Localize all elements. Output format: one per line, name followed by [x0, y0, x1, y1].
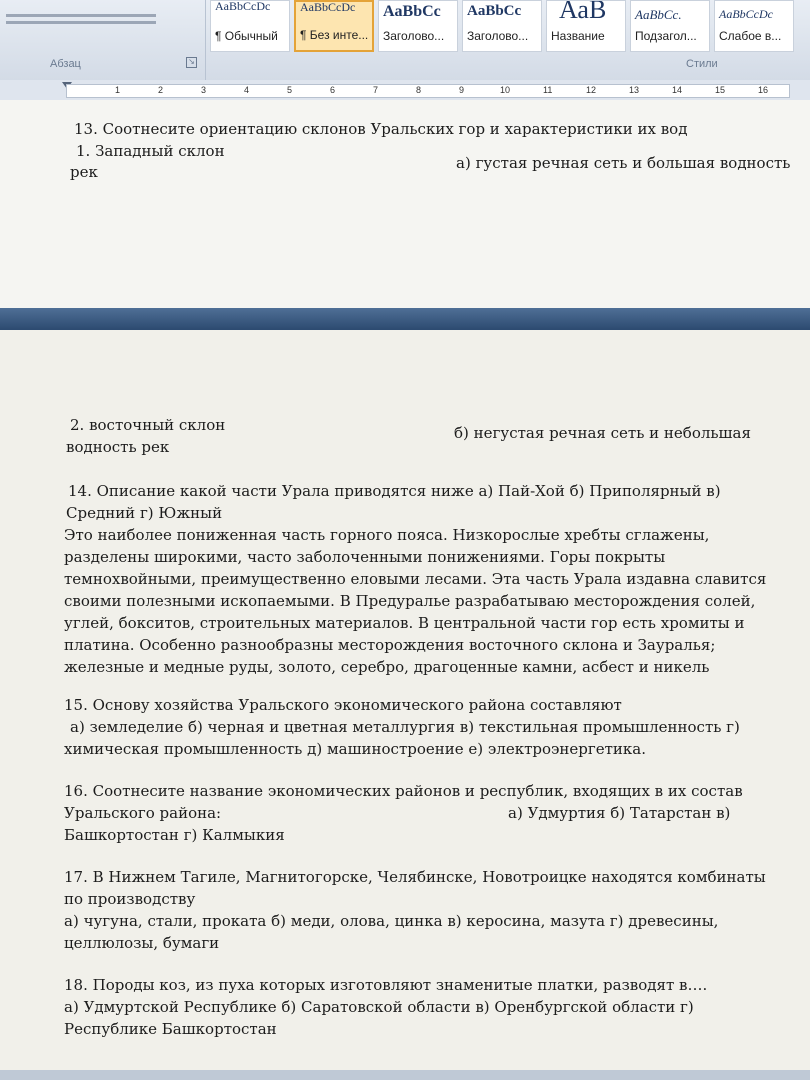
style-preview: AaBbCc	[467, 3, 522, 19]
style-name: Название	[551, 29, 605, 43]
document-page-1[interactable]	[0, 100, 810, 308]
style-preview: АаВ	[559, 0, 607, 24]
style-heading-2[interactable]	[462, 0, 542, 52]
ruler-number: 5	[287, 85, 293, 95]
question-18-options: а) Удмуртской Республике б) Саратовской области в) Оренбургской области г) Республике Башкортостан	[64, 998, 694, 1038]
ruler-number: 6	[330, 85, 336, 95]
ruler[interactable]	[0, 80, 810, 101]
question-17-title: 17. В Нижнем Тагиле, Магнитогорске, Челябинске, Новотроицке находятся комбинаты по производству	[64, 868, 766, 908]
styles-gallery	[210, 0, 798, 60]
question-13-title: 13. Соотнесите ориентацию склонов Уральских гор и характеристики их вод	[74, 120, 688, 138]
style-heading-1[interactable]	[378, 0, 458, 52]
document-page-2[interactable]	[0, 330, 810, 1070]
styles-group-label: Стили	[686, 58, 718, 70]
style-normal[interactable]	[210, 0, 290, 52]
question-17	[64, 866, 786, 954]
ruler-number: 7	[373, 85, 379, 95]
style-name: ¶ Без инте...	[300, 28, 369, 42]
ruler-number: 2	[158, 85, 164, 95]
ruler-number: 16	[758, 85, 769, 95]
ruler-track	[66, 84, 790, 98]
paragraph-controls[interactable]	[6, 10, 156, 28]
question-13-item-1: 1. Западный склон	[76, 142, 225, 160]
ruler-number: 15	[715, 85, 726, 95]
ruler-number: 10	[500, 85, 511, 95]
question-16-right: а) Удмуртия б) Татарстан в)	[508, 804, 731, 822]
style-preview: AaBbCc	[383, 3, 441, 20]
ruler-number: 11	[543, 85, 553, 95]
question-13-answer-b: б) негустая речная сеть и небольшая	[454, 424, 751, 442]
ruler-number: 4	[244, 85, 250, 95]
style-preview: AaBbCc.	[635, 7, 682, 22]
style-preview: AaBbCcDc	[719, 7, 773, 21]
question-18	[64, 974, 786, 1040]
question-17-options: а) чугуна, стали, проката б) меди, олова, цинка в) керосина, мазута г) древесины, целлюлозы, бумаги	[64, 912, 719, 952]
style-subtle-emphasis[interactable]	[714, 0, 794, 52]
question-13-answer-a: а) густая речная сеть и большая водность	[456, 154, 791, 172]
style-name: Слабое в...	[719, 29, 782, 43]
question-15-title: 15. Основу хозяйства Уральского экономического района составляют	[64, 696, 622, 714]
question-14-line-2: Средний г) Южный	[66, 504, 223, 522]
window-bottom-edge	[0, 1070, 810, 1080]
paragraph-group	[0, 0, 206, 80]
question-14-body	[64, 524, 786, 678]
question-15-options: а) земледелие б) черная и цветная металлургия в) текстильная промышленность г) химическая промышленность д) машиностроение е) электроэнергетика.	[64, 718, 740, 758]
style-name: Заголово...	[383, 29, 445, 43]
question-13-item-1-cont: рек	[70, 163, 98, 181]
question-16-title: 16. Соотнесите название экономических районов и республик, входящих в их состав	[64, 782, 743, 800]
page-break	[0, 308, 810, 330]
question-13-item-2: 2. восточный склон	[70, 416, 226, 434]
ruler-number: 9	[459, 85, 465, 95]
style-no-spacing[interactable]	[294, 0, 374, 52]
question-16	[64, 780, 786, 802]
style-subtitle[interactable]	[630, 0, 710, 52]
style-preview: AaBbCcDc	[215, 0, 271, 13]
question-16-cont: Башкортостан г) Калмыкия	[64, 826, 285, 844]
style-name: ¶ Обычный	[215, 29, 278, 43]
ruler-number: 3	[201, 85, 207, 95]
question-18-title: 18. Породы коз, из пуха которых изготовляют знаменитые платки, разводят в….	[64, 976, 708, 994]
question-14-line-1: 14. Описание какой части Урала приводятся ниже а) Пай-Хой б) Приполярный в)	[68, 482, 721, 500]
style-preview: AaBbCcDc	[300, 0, 356, 14]
question-13-item-2-cont: водность рек	[66, 438, 170, 456]
ruler-number: 12	[586, 85, 597, 95]
ruler-number: 8	[416, 85, 422, 95]
question-14-text: Это наиболее пониженная часть горного пояса. Низкорослые хребты сглажены, разделены широкими, часто заболоченными понижениями. Горы покрыты темнохвойными, преимущественно еловыми лесами. Эта часть Урала издавна славится своими полезными ископаемыми. В Предуралье разрабатываю месторождения солей, углей, бокситов, строительных материалов. В центральной части гор есть хромиты и платина. Особенно разнообразны месторождения восточного склона и Зауралья; железные и медные руды, золото, серебро, драгоценные камни, асбест и никель	[64, 526, 767, 676]
paragraph-group-label: Абзац	[50, 58, 81, 70]
ribbon	[0, 0, 810, 81]
ruler-number: 14	[672, 85, 683, 95]
ruler-number: 13	[629, 85, 640, 95]
style-name: Заголово...	[467, 29, 529, 43]
question-16-left: Уральского района:	[64, 804, 222, 822]
question-15	[64, 694, 786, 760]
style-name: Подзагол...	[635, 29, 697, 43]
ruler-number: 1	[115, 85, 121, 95]
style-title[interactable]	[546, 0, 626, 52]
dialog-launcher-icon[interactable]: ↘	[186, 57, 197, 68]
